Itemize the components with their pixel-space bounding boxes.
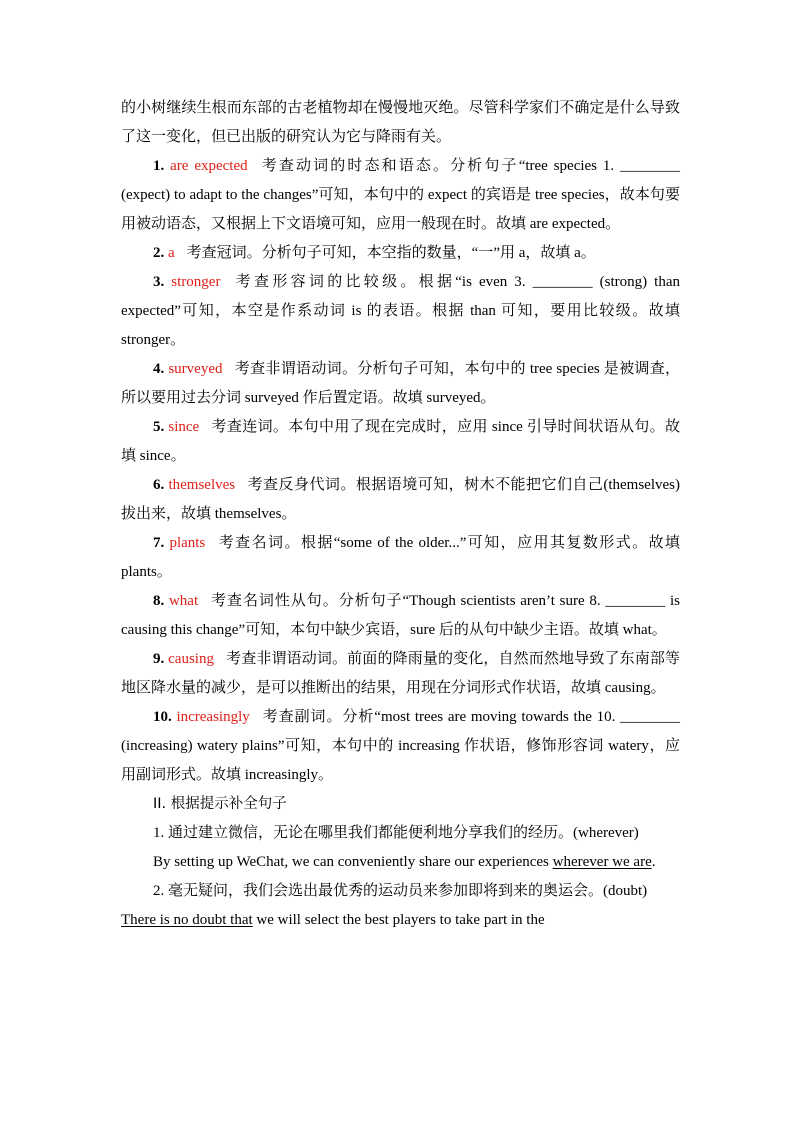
answer-explanation: 考查名词性从句。分析句子“Though scientists aren’t sure 8. ________ is causing this change”可知，本句中缺少宾语，sure 后的从句中缺少主语。故填 what。 [121, 593, 680, 638]
answer-trail-text: we will select the best players to take part in the [252, 912, 545, 928]
underlined-answer: wherever we are [552, 854, 652, 870]
sentence-answer [121, 906, 680, 935]
sentence-prompt: 1. 通过建立微信，无论在哪里我们都能便利地分享我们的经历。(wherever) [153, 825, 639, 841]
answer-number: 6. [153, 477, 165, 493]
answer-number: 5. [153, 419, 165, 435]
answer-text: causing [168, 651, 214, 667]
answer-explanation: 考查名词。根据“some of the older...”可知，应用其复数形式。故填 plants。 [121, 535, 680, 580]
answer-lead-text: By setting up WeChat, we can conveniently share our experiences [153, 854, 553, 870]
answer-text: since [168, 419, 200, 435]
underlined-answer: There is no doubt that [121, 912, 253, 928]
answer-item [121, 355, 680, 413]
answer-number: 9. [153, 651, 165, 667]
answer-text: a [168, 245, 175, 261]
answer-explanation: 考查形容词的比较级。根据“is even 3. ________ (strong) than expected”可知，本空是作系动词 is 的表语。根据 than 可知，要用比较级。故填 stronger。 [121, 274, 681, 348]
answer-number: 7. [153, 535, 165, 551]
answer-explanation: 考查冠词。分析句子可知，本空指的数量，“一”用 a，故填 a。 [186, 245, 596, 261]
answer-text: themselves [168, 477, 236, 493]
answer-number: 1. [153, 158, 165, 174]
section-heading: II. 根据提示补全句子 [153, 796, 287, 812]
answer-item [121, 413, 680, 471]
answer-number: 4. [153, 361, 165, 377]
document-page [121, 94, 680, 935]
answer-text: what [168, 593, 199, 609]
answer-text: stronger [171, 274, 221, 290]
sentence-prompt: 2. 毫无疑问，我们会选出最优秀的运动员来参加即将到来的奥运会。(doubt) [153, 883, 648, 899]
answer-explanation: 考查非谓语动词。分析句子可知，本句中的 tree species 是被调查，所以要用过去分词 surveyed 作后置定语。故填 surveyed。 [121, 361, 681, 406]
answer-text: surveyed [168, 361, 223, 377]
answer-list [121, 152, 680, 790]
answer-item [121, 471, 680, 529]
answer-number: 8. [153, 593, 165, 609]
answer-item [121, 645, 680, 703]
answer-explanation: 考查连词。本句中用了现在完成时，应用 since 引导时间状语从句。故填 since。 [121, 419, 681, 464]
answer-explanation: 考查动词的时态和语态。分析句子“tree species 1. ________ (expect) to adapt to the changes”可知，本句中的 expect 的宾语是 tree species，故本句要用被动语态，又根据上下文语境可知，应用一般现在时。故填 are expected。 [121, 158, 681, 232]
answer-text: are expected [170, 158, 248, 174]
answer-item [121, 152, 680, 239]
answer-item [121, 268, 680, 355]
answer-number: 10. [153, 709, 172, 725]
answer-explanation: 考查反身代词。根据语境可知，树木不能把它们自己(themselves)拔出来，故填 themselves。 [121, 477, 680, 522]
answer-item [121, 529, 680, 587]
answer-number: 3. [153, 274, 165, 290]
answer-text: increasingly [176, 709, 250, 725]
answer-item [121, 703, 680, 790]
answer-trail-text: . [651, 854, 656, 870]
answer-text: plants [169, 535, 206, 551]
sentence-answer [121, 848, 680, 877]
answer-item [121, 587, 680, 645]
answer-explanation: 考查非谓语动词。前面的降雨量的变化，自然而然地导致了东南部等地区降水量的减少，是可以推断出的结果，用现在分词形式作状语，故填 causing。 [121, 651, 680, 696]
intro-paragraph: 的小树继续生根而东部的古老植物却在慢慢地灭绝。尽管科学家们不确定是什么导致了这一变化，但已出版的研究认为它与降雨有关。 [121, 100, 680, 145]
answer-explanation: 考查副词。分析“most trees are moving towards the 10. ________ (increasing) watery plains”可知，本句中的 increasing 作状语，修饰形容词 watery，应用副词形式。故填 increasingly。 [121, 709, 681, 783]
answer-item [121, 239, 680, 268]
answer-number: 2. [153, 245, 165, 261]
